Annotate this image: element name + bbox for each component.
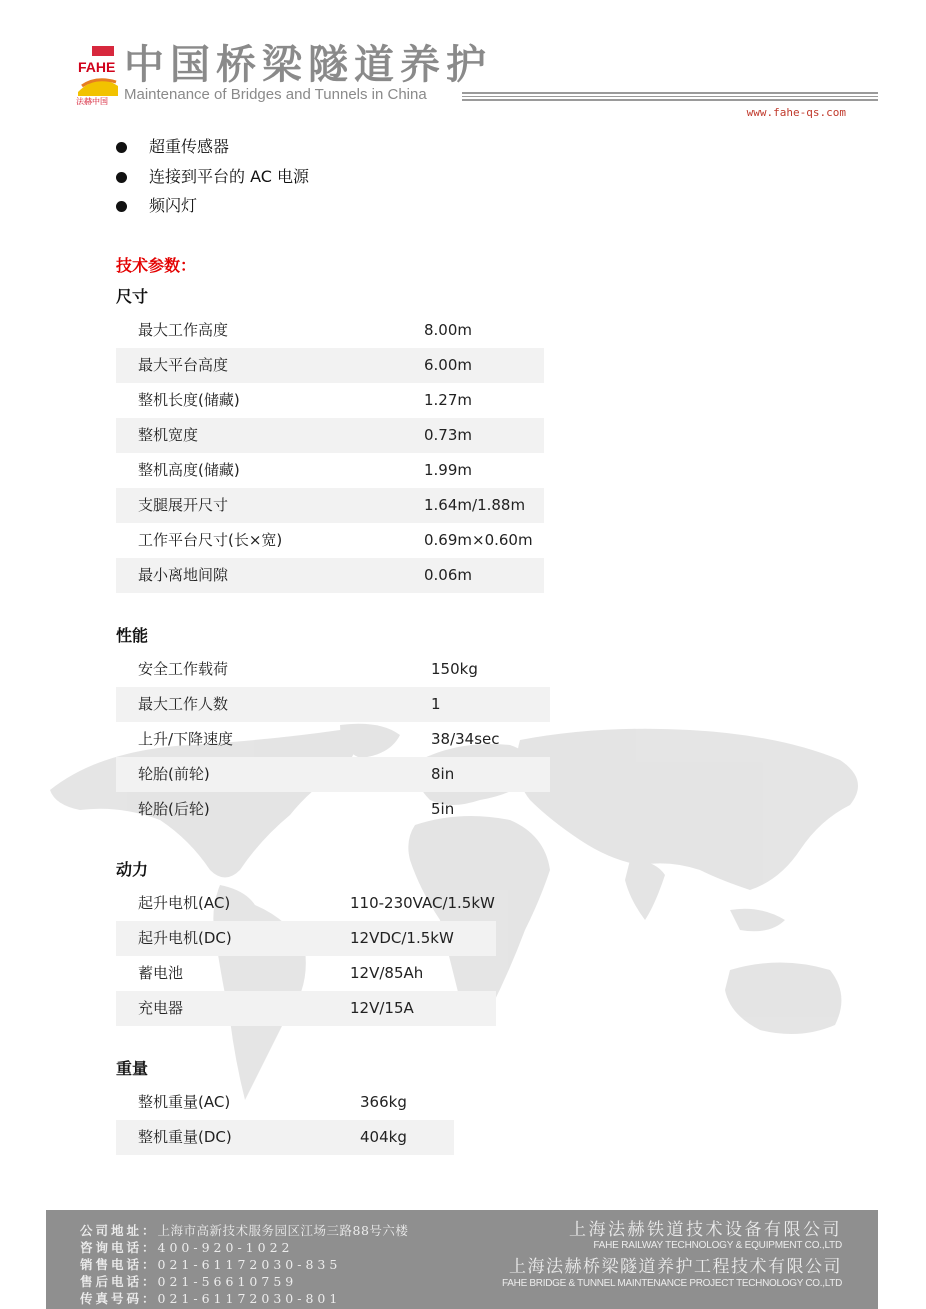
row-key: 工作平台尺寸(长×宽) <box>138 531 283 549</box>
row-key: 起升电机(AC) <box>138 894 231 912</box>
table-row <box>116 722 550 757</box>
row-key: 最大平台高度 <box>138 356 229 374</box>
svg-text:FAHE: FAHE <box>78 59 116 75</box>
table-row <box>116 418 544 453</box>
power-table <box>116 886 496 1026</box>
header-title-en: Maintenance of Bridges and Tunnels in China <box>124 86 427 103</box>
list-item: 频闪灯 <box>116 191 309 221</box>
row-value: 0.73m <box>424 426 473 444</box>
table-row <box>116 1120 454 1155</box>
row-value: 1.64m/1.88m <box>424 496 526 514</box>
website-url[interactable]: www.fahe-qs.com <box>746 106 846 119</box>
table-row <box>116 313 544 348</box>
header-title-cn: 中国桥梁隧道养护 <box>124 42 492 88</box>
contact-info <box>80 1222 408 1307</box>
table-row <box>116 687 550 722</box>
contact-label: 销售电话： <box>80 1257 158 1272</box>
table-row <box>116 523 544 558</box>
table-row <box>116 956 496 991</box>
contact-label: 咨询电话： <box>80 1240 158 1255</box>
row-key: 轮胎(后轮) <box>138 800 210 818</box>
table-row <box>116 453 544 488</box>
row-value: 1.27m <box>424 391 473 409</box>
weight-table <box>116 1085 454 1155</box>
spec-heading: 技术参数： <box>116 256 197 275</box>
table-row <box>116 488 544 523</box>
row-key: 轮胎(前轮) <box>138 765 210 783</box>
row-value: 38/34sec <box>431 730 500 748</box>
table-row <box>116 652 550 687</box>
feature-list <box>116 132 309 221</box>
row-key: 整机重量(AC) <box>138 1093 231 1111</box>
phone-line <box>80 1273 408 1290</box>
row-key: 蓄电池 <box>138 964 184 982</box>
row-value: 150kg <box>431 660 478 678</box>
company1-name-cn: 上海法赫铁道技术设备有限公司 <box>569 1220 842 1240</box>
contact-value: 021-61172030-835 <box>157 1257 342 1272</box>
section-title-power: 动力 <box>116 860 149 879</box>
contact-value: 021-61172030-801 <box>157 1291 342 1306</box>
svg-text:法赫中国: 法赫中国 <box>76 97 108 106</box>
table-row <box>116 921 496 956</box>
list-item: 超重传感器 <box>116 132 309 162</box>
row-value: 8.00m <box>424 321 473 339</box>
row-value: 366kg <box>360 1093 407 1111</box>
page-footer <box>46 1210 878 1309</box>
row-value: 12V/15A <box>350 999 414 1017</box>
contact-label: 售后电话： <box>80 1274 158 1289</box>
table-row <box>116 991 496 1026</box>
contact-label: 公司地址： <box>80 1223 158 1238</box>
table-row <box>116 1085 454 1120</box>
company1-name-en: FAHE RAILWAY TECHNOLOGY & EQUIPMENT CO.,LTD <box>593 1240 842 1251</box>
table-row <box>116 886 496 921</box>
contact-value: 上海市高新技术服务园区江场三路88号六楼 <box>157 1223 409 1238</box>
row-value: 0.69m×0.60m <box>424 531 533 549</box>
row-key: 整机宽度 <box>138 426 199 444</box>
row-value: 8in <box>431 765 455 783</box>
row-key: 安全工作载荷 <box>138 660 229 678</box>
table-row <box>116 383 544 418</box>
row-key: 整机重量(DC) <box>138 1128 232 1146</box>
section-title-dimensions: 尺寸 <box>116 287 149 306</box>
row-key: 最大工作高度 <box>138 321 229 339</box>
row-value: 5in <box>431 800 455 818</box>
dimensions-table <box>116 313 544 593</box>
contact-label: 传真号码： <box>80 1291 158 1306</box>
row-key: 上升/下降速度 <box>138 730 234 748</box>
table-row <box>116 792 550 827</box>
contact-value: 400-920-1022 <box>157 1240 294 1255</box>
row-key: 整机长度(储藏) <box>138 391 240 409</box>
performance-table <box>116 652 550 827</box>
section-title-performance: 性能 <box>116 626 149 645</box>
row-value: 12VDC/1.5kW <box>350 929 454 947</box>
table-row <box>116 348 544 383</box>
row-value: 1 <box>431 695 441 713</box>
phone-line <box>80 1256 408 1273</box>
row-key: 支腿展开尺寸 <box>138 496 229 514</box>
row-key: 最大工作人数 <box>138 695 229 713</box>
section-title-weight: 重量 <box>116 1059 149 1078</box>
list-item: 连接到平台的 AC 电源 <box>116 162 309 192</box>
fax-line <box>80 1290 408 1307</box>
row-value: 12V/85Ah <box>350 964 424 982</box>
row-value: 6.00m <box>424 356 473 374</box>
row-value: 0.06m <box>424 566 473 584</box>
row-key: 起升电机(DC) <box>138 929 232 947</box>
company-names <box>502 1220 842 1290</box>
row-value: 110-230VAC/1.5kW <box>350 894 495 912</box>
row-value: 404kg <box>360 1128 407 1146</box>
phone-line <box>80 1239 408 1256</box>
table-row <box>116 558 544 593</box>
row-key: 最小离地间隙 <box>138 566 229 584</box>
row-key: 充电器 <box>138 999 184 1017</box>
contact-value: 021-56610759 <box>157 1274 298 1289</box>
company2-name-cn: 上海法赫桥梁隧道养护工程技术有限公司 <box>509 1257 842 1277</box>
row-value: 1.99m <box>424 461 473 479</box>
table-row <box>116 757 550 792</box>
company2-name-en: FAHE BRIDGE & TUNNEL MAINTENANCE PROJECT TECHNOLOGY CO.,LTD <box>502 1278 842 1289</box>
address-line <box>80 1222 408 1239</box>
row-key: 整机高度(储藏) <box>138 461 240 479</box>
